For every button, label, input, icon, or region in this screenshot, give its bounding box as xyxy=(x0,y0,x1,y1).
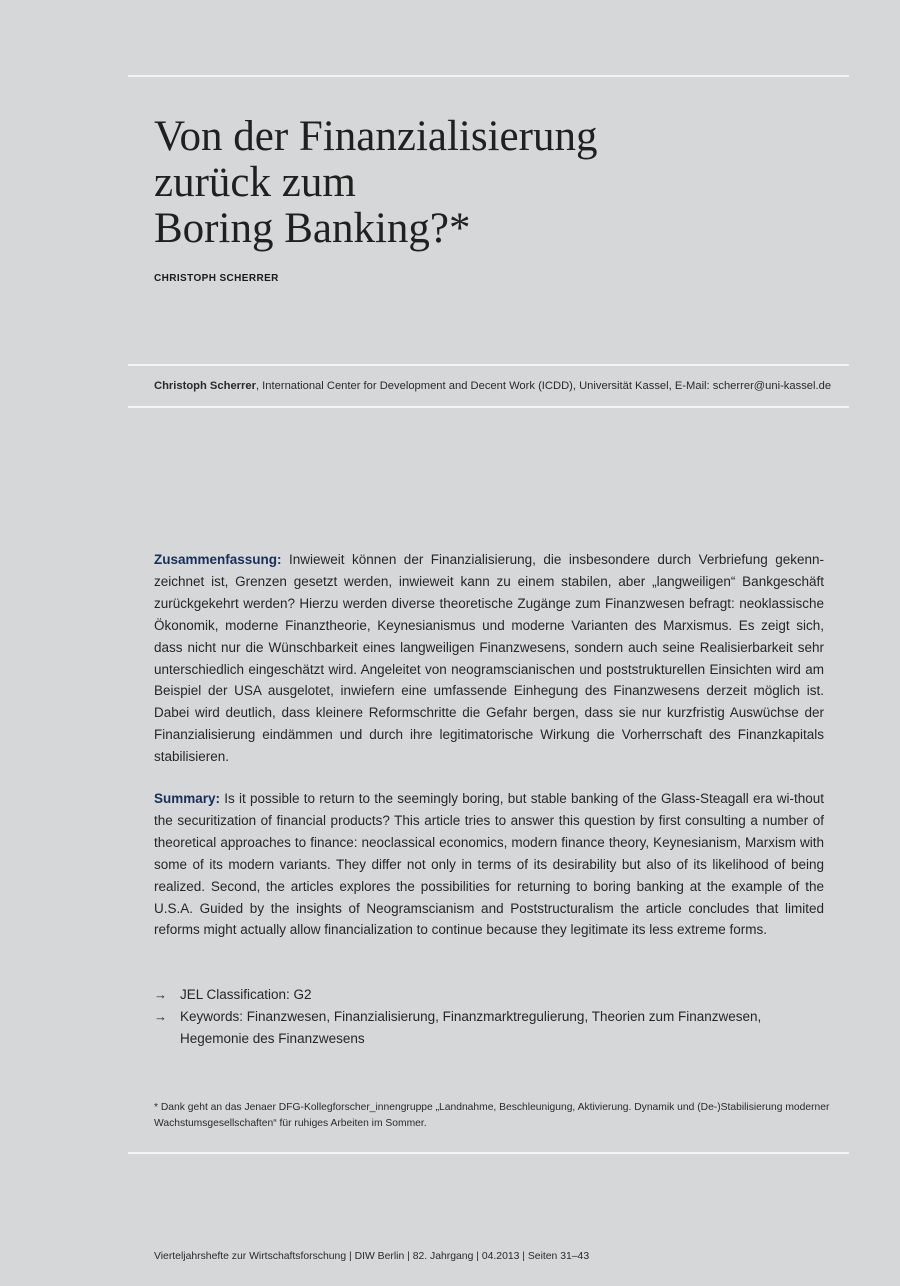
keyword-text: JEL Classification: G2 xyxy=(180,987,312,1002)
footnote: * Dank geht an das Jenaer DFG-Kollegforscher_innengruppe „Landnahme, Beschleunigung, Aktivierung. Dynamik und (De-)Stabilisierung moderner Wachstumsgesellschaften“ für ruhiges Arbeiten im Sommer. xyxy=(154,1102,830,1129)
keyword-list xyxy=(154,984,834,1050)
article-title xyxy=(154,114,597,252)
abstract-english xyxy=(154,788,824,941)
title-line: Von der Finanzialisierung xyxy=(154,113,598,160)
keyword-item-keywords xyxy=(154,1006,834,1050)
abstract-german-text: Inwieweit können der Finanzialisierung, die insbesondere durch Verbriefung gekenn-zeichnet ist, Grenzen gesetzt werden, inwieweit kann zu einem stabilen, aber „langweiligen“ Bankgeschäft zurückgekehrt werden? Hierzu werden diverse theoretische Zugänge zum Finanzwesen befragt: neoklassische Ökonomik, moderne Finanztheorie, Keynesianismus und moderne Varianten des Marxismus. Es zeigt sich, dass nicht nur die Wünschbarkeit eines langweiligen Finanzwesens, sondern auch seine Realisierbarkeit sehr unterschiedlich eingeschätzt wird. Angeleitet von neogramscianischen und poststrukturellen Einsichten wird am Beispiel der USA ausgelotet, inwiefern eine umfassende Einhegung des Finanzwesens derzeit möglich ist. Dabei wird deutlich, dass kleinere Reformschritte die Gefahr bergen, dass sie nur kurzfristig Auswüchse der Finanzialisierung eindämmen und durch ihre legitimatorische Wirkung die Vorherrschaft des Finanzkapitals stabilisieren. xyxy=(154,552,824,765)
affiliation-text: , International Center for Development and Decent Work (ICDD), Universität Kassel, E-Mail: scherrer@uni-kassel.de xyxy=(255,380,832,392)
affiliation-bottom-rule xyxy=(128,406,849,408)
top-rule xyxy=(128,75,849,77)
title-line: Boring Banking?* xyxy=(154,205,471,252)
arrow-right-icon: → xyxy=(154,987,167,1002)
affiliation-name: Christoph Scherrer xyxy=(154,380,256,392)
author-name: CHRISTOPH SCHERRER xyxy=(154,273,279,284)
keyword-item-jel xyxy=(154,984,834,1006)
abstract-german xyxy=(154,549,824,768)
title-line: zurück zum xyxy=(154,159,356,206)
abstract-english-heading: Summary: xyxy=(154,791,221,806)
affiliation-top-rule xyxy=(128,364,849,366)
journal-footer: Vierteljahrshefte zur Wirtschaftsforschung | DIW Berlin | 82. Jahrgang | 04.2013 | Seiten 31–43 xyxy=(154,1251,590,1262)
arrow-right-icon: → xyxy=(154,1008,167,1024)
abstract-english-text: Is it possible to return to the seemingly boring, but stable banking of the Glass-Steagall era wi-thout the securitization of financial products? This article tries to answer this question by first consulting a number of theoretical approaches to finance: neoclassical economics, modern finance theory, Keynesianism, Marxism with some of its modern variants. They differ not only in terms of its desirability but also of its likelihood of being realized. Second, the articles explores the possibilities for returning to boring banking at the example of the U.S.A. Guided by the insights of Neogramscianism and Poststructuralism the article concludes that limited reforms might actually allow financialization to continue because they legitimate its less extreme forms. xyxy=(154,791,824,938)
author-affiliation xyxy=(154,380,844,392)
keyword-text: Keywords: Finanzwesen, Finanzialisierung, Finanzmarktregulierung, Theorien zum Finanzwesen, Hegemonie des Finanzwesens xyxy=(180,1008,762,1046)
abstract-german-heading: Zusammenfassung: xyxy=(154,552,282,567)
footnote-bottom-rule xyxy=(128,1152,849,1154)
